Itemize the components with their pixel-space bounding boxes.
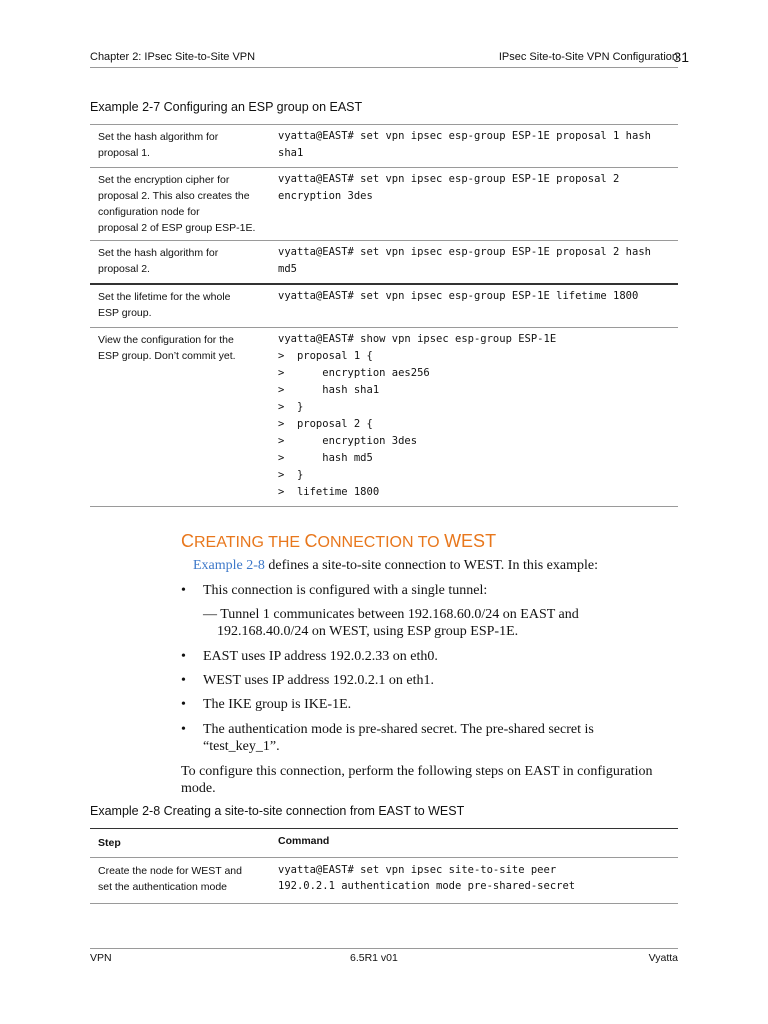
sub-list-item: — Tunnel 1 communicates between 192.168.60.0/24 on EAST and 192.168.40.0/24 on WEST, using ESP group ESP-1E. xyxy=(203,607,579,639)
step-description: Set the hash algorithm for proposal 1. xyxy=(90,125,278,168)
step-description: Set the hash algorithm for proposal 2. xyxy=(90,241,278,285)
command-text: vyatta@EAST# set vpn ipsec esp-group ESP-1E lifetime 1800 xyxy=(278,284,678,328)
command-text: vyatta@EAST# show vpn ipsec esp-group ESP-1E > proposal 1 { > encryption aes256 > hash sha1 > } > proposal 2 { > encryption 3des > hash md5 > } > lifetime 1800 xyxy=(278,328,678,507)
table-row xyxy=(90,328,678,507)
command-text: vyatta@EAST# set vpn ipsec esp-group ESP-1E proposal 2 encryption 3des xyxy=(278,168,678,241)
example-2-8-link[interactable]: Example 2-8 xyxy=(193,558,265,573)
command-text: vyatta@EAST# set vpn ipsec esp-group ESP-1E proposal 1 hash sha1 xyxy=(278,125,678,168)
column-header-command: Command xyxy=(278,829,678,858)
step-description: Create the node for WEST and set the authentication mode xyxy=(90,858,278,904)
example-2-7-title: Example 2-7 Configuring an ESP group on EAST xyxy=(90,100,363,114)
table-row xyxy=(90,241,678,285)
footer-version: 6.5R1 v01 xyxy=(350,952,398,964)
chapter-title: Chapter 2: IPsec Site-to-Site VPN xyxy=(90,51,256,63)
intro-paragraph: Example 2-8 defines a site-to-site connection to WEST. In this example: xyxy=(193,558,598,573)
page-header xyxy=(90,49,689,68)
page-footer xyxy=(90,948,678,964)
table-row xyxy=(90,168,678,241)
command-text: vyatta@EAST# set vpn ipsec site-to-site peer 192.0.2.1 authentication mode pre-shared-secret xyxy=(278,858,678,904)
table-header-row xyxy=(90,829,678,858)
page-number: 31 xyxy=(673,49,689,65)
command-text: vyatta@EAST# set vpn ipsec esp-group ESP-1E proposal 2 hash md5 xyxy=(278,241,678,285)
footer-left: VPN xyxy=(90,952,112,964)
example-2-7-table xyxy=(90,124,678,507)
table-row xyxy=(90,125,678,168)
column-header-step: Step xyxy=(90,829,278,858)
step-description: View the configuration for the ESP group. Don’t commit yet. xyxy=(90,328,278,507)
table-row xyxy=(90,858,678,904)
step-description: Set the lifetime for the whole ESP group. xyxy=(90,284,278,328)
closing-paragraph: To configure this connection, perform the following steps on EAST in configuration mode. xyxy=(181,764,653,796)
table-row xyxy=(90,284,678,328)
section-header-title: IPsec Site-to-Site VPN Configuration xyxy=(498,51,678,63)
section-heading: CREATING THE CONNECTION TO WEST xyxy=(181,531,497,551)
example-2-8-title: Example 2-8 Creating a site-to-site connection from EAST to WEST xyxy=(90,804,465,818)
example-2-8-table xyxy=(90,828,678,904)
step-description: Set the encryption cipher for proposal 2. This also creates the configuration node for proposal 2 of ESP group ESP-1E. xyxy=(90,168,278,241)
footer-brand: Vyatta xyxy=(648,952,678,964)
